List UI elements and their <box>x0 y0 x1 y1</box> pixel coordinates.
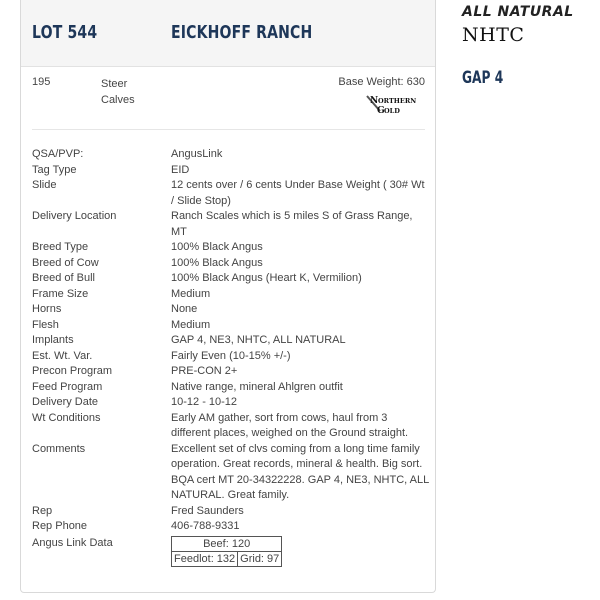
detail-label: Angus Link Data <box>32 536 113 549</box>
detail-value: 100% Black Angus <box>171 256 263 269</box>
detail-value: Native range, mineral Ahlgren outfit <box>171 380 343 393</box>
detail-value: Excellent set of clvs coming from a long time family operation. Great records, mineral & health. Big sort. BQA cert MT 20-34322228. GAP 4, NE3, NHTC, ALL NATURAL. Great family. <box>171 442 429 501</box>
detail-value: EID <box>171 163 190 176</box>
detail-value: 100% Black Angus <box>171 241 263 253</box>
summary-divider <box>32 129 425 130</box>
detail-row-rep-phone <box>32 519 432 535</box>
detail-label: Breed of Bull <box>32 272 95 284</box>
detail-label: Rep <box>32 504 53 517</box>
all-natural-label: ALL NATURAL <box>462 4 574 20</box>
detail-value: 10-12 - 10-12 <box>171 396 238 408</box>
head-count: 195 <box>32 76 51 88</box>
detail-row-qsa <box>32 147 432 163</box>
detail-label: Breed of Cow <box>32 256 99 269</box>
northern-gold-logo <box>363 93 423 115</box>
detail-row-wt-conditions <box>32 411 432 442</box>
detail-value: Fred Saunders <box>171 504 244 517</box>
detail-value: 100% Black Angus (Heart K, Vermilion) <box>171 272 362 284</box>
detail-label: Flesh <box>32 318 59 331</box>
detail-value: Medium <box>171 287 211 300</box>
nhtc-label: NHTC <box>462 24 525 46</box>
detail-label: Feed Program <box>32 380 103 393</box>
detail-label: Comments <box>32 442 86 455</box>
detail-label: Frame Size <box>32 287 89 300</box>
angus-link-table <box>171 536 282 567</box>
detail-label: Wt Conditions <box>32 411 101 424</box>
svg-text:N: N <box>370 96 379 106</box>
detail-row-est-wt-var <box>32 349 432 365</box>
detail-row-precon-program <box>32 364 432 380</box>
detail-label: Rep Phone <box>32 520 88 532</box>
detail-label: Delivery Date <box>32 396 99 408</box>
detail-label: Est. Wt. Var. <box>32 349 93 362</box>
detail-row-delivery-location <box>32 209 432 240</box>
cattle-class: Steer Calves <box>101 78 135 106</box>
detail-row-angus-link <box>32 536 432 567</box>
svg-text:G: G <box>377 106 385 115</box>
lot-card <box>20 0 436 593</box>
detail-label: QSA/PVP: <box>32 148 84 160</box>
detail-label: Breed Type <box>32 241 89 253</box>
detail-label: Horns <box>32 303 62 315</box>
detail-row-breed-of-cow <box>32 256 432 272</box>
detail-row-flesh <box>32 318 432 334</box>
side-notes <box>462 4 574 46</box>
detail-label: Tag Type <box>32 163 77 176</box>
detail-value: AngusLink <box>171 148 223 160</box>
detail-label: Slide <box>32 179 57 191</box>
detail-row-breed-of-bull <box>32 271 432 287</box>
detail-row-tag-type <box>32 163 432 179</box>
detail-value: 12 cents over / 6 cents Under Base Weight ( 30# Wt / Slide Stop) <box>171 179 425 207</box>
lot-details <box>32 147 432 567</box>
svg-text:ORTHERN: ORTHERN <box>378 97 417 105</box>
detail-value: None <box>171 303 198 315</box>
detail-row-breed-type <box>32 240 432 256</box>
detail-value: Fairly Even (10-15% +/-) <box>171 349 291 362</box>
detail-value: Early AM gather, sort from cows, haul from 3 different places, weighed on the Ground straight. <box>171 411 409 439</box>
lot-summary <box>32 76 425 131</box>
detail-row-slide <box>32 178 432 209</box>
svg-text:OLD: OLD <box>384 107 400 115</box>
lot-card-header <box>21 0 435 67</box>
detail-label: Delivery Location <box>32 210 117 222</box>
ranch-name: EICKHOFF RANCH <box>171 22 313 43</box>
grid-score: Grid: 97 <box>238 551 282 566</box>
detail-value: PRE-CON 2+ <box>171 365 238 377</box>
detail-row-implants <box>32 333 432 349</box>
detail-value: GAP 4, NE3, NHTC, ALL NATURAL <box>171 334 346 346</box>
base-weight: Base Weight: 630 <box>338 76 425 88</box>
detail-row-feed-program <box>32 380 432 396</box>
detail-value: 406-788-9331 <box>171 520 240 532</box>
detail-value: Medium <box>171 318 211 331</box>
detail-row-delivery-date <box>32 395 432 411</box>
detail-value: Ranch Scales which is 5 miles S of Grass Range, MT <box>171 210 413 238</box>
detail-label: Implants <box>32 334 74 346</box>
detail-row-rep <box>32 504 432 520</box>
detail-row-horns <box>32 302 432 318</box>
angus-link-data <box>171 536 429 567</box>
detail-row-comments <box>32 442 432 504</box>
detail-label: Precon Program <box>32 365 113 377</box>
detail-row-frame-size <box>32 287 432 303</box>
gap-label: GAP 4 <box>462 68 504 88</box>
lot-number: LOT 544 <box>32 22 98 43</box>
beef-score: Beef: 120 <box>172 536 282 551</box>
feedlot-score: Feedlot: 132 <box>172 551 238 566</box>
